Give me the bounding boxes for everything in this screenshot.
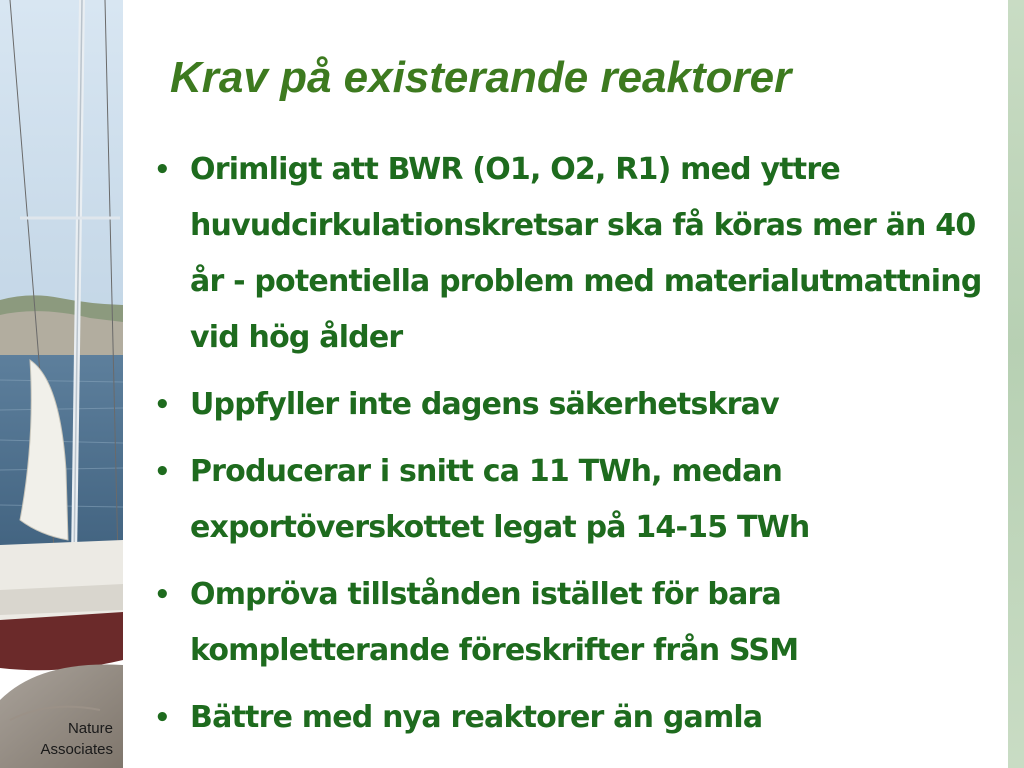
bullet-text: Producerar i snitt ca 11 TWh, medan exportöverskottet legat på 14-15 TWh bbox=[190, 454, 810, 545]
bullet-item bbox=[152, 377, 992, 433]
bullet-text: Bättre med nya reaktorer än gamla bbox=[190, 700, 763, 735]
nature-associates-logo: Nature Associates bbox=[40, 720, 113, 758]
bullet-item bbox=[152, 444, 992, 556]
sailboat-photo bbox=[0, 0, 123, 768]
bullet-icon: • bbox=[154, 155, 170, 185]
slide-title: Krav på existerande reaktorer bbox=[170, 53, 792, 102]
bullet-icon: • bbox=[154, 703, 170, 733]
bullet-text: Ompröva tillstånden istället för bara kompletterande föreskrifter från SSM bbox=[190, 577, 799, 668]
bullet-icon: • bbox=[154, 580, 170, 610]
bullet-list bbox=[152, 142, 992, 757]
bullet-item bbox=[152, 690, 992, 746]
bullet-icon: • bbox=[154, 457, 170, 487]
right-decorative-strip bbox=[1008, 0, 1024, 768]
bullet-icon: • bbox=[154, 390, 170, 420]
bullet-item bbox=[152, 567, 992, 679]
bullet-text: Orimligt att BWR (O1, O2, R1) med yttre huvudcirkulationskretsar ska få köras mer än 40 år - potentiella problem med materialutmattning vid hög ålder bbox=[190, 152, 982, 355]
bullet-item bbox=[152, 142, 992, 366]
bullet-text: Uppfyller inte dagens säkerhetskrav bbox=[190, 387, 779, 422]
